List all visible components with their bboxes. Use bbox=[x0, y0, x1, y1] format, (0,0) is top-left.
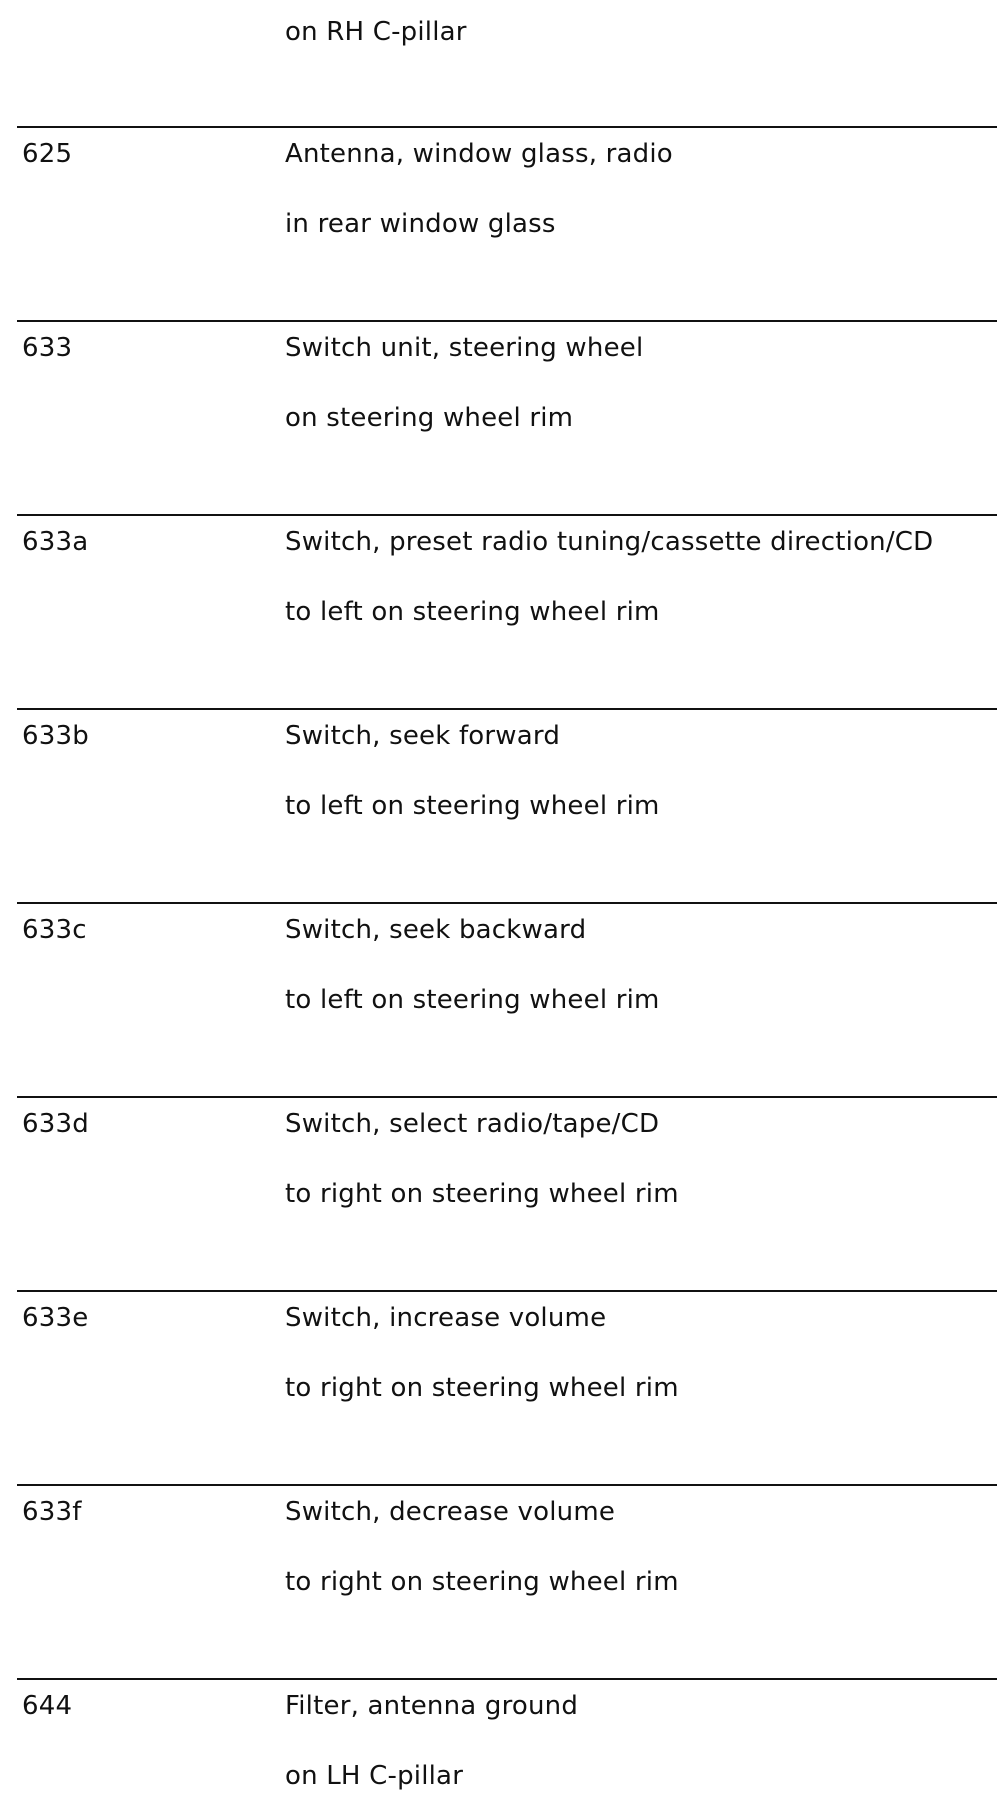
row-location: to right on steering wheel rim bbox=[285, 1373, 679, 1403]
row-location: in rear window glass bbox=[285, 209, 556, 239]
row-code: 633d bbox=[22, 1109, 89, 1139]
row-code: 625 bbox=[22, 139, 73, 169]
row-description: Antenna, window glass, radio bbox=[285, 139, 673, 169]
row-divider bbox=[17, 708, 997, 710]
row-description: Switch unit, steering wheel bbox=[285, 333, 644, 363]
continued-row-location: on RH C-pillar bbox=[285, 17, 467, 47]
row-description: Switch, decrease volume bbox=[285, 1497, 616, 1527]
row-divider bbox=[17, 1678, 997, 1680]
row-description: Switch, seek backward bbox=[285, 915, 587, 945]
row-divider bbox=[17, 902, 997, 904]
row-location: on steering wheel rim bbox=[285, 403, 574, 433]
row-description: Switch, select radio/tape/CD bbox=[285, 1109, 660, 1139]
row-code: 633a bbox=[22, 527, 89, 557]
row-location: to left on steering wheel rim bbox=[285, 597, 660, 627]
row-code: 633c bbox=[22, 915, 87, 945]
row-code: 633f bbox=[22, 1497, 82, 1527]
row-description: Switch, seek forward bbox=[285, 721, 561, 751]
row-code: 633b bbox=[22, 721, 89, 751]
row-divider bbox=[17, 320, 997, 322]
row-divider bbox=[17, 1096, 997, 1098]
row-location: to left on steering wheel rim bbox=[285, 791, 660, 821]
row-description: Switch, increase volume bbox=[285, 1303, 607, 1333]
row-description: Filter, antenna ground bbox=[285, 1691, 579, 1721]
row-code: 644 bbox=[22, 1691, 73, 1721]
row-description: Switch, preset radio tuning/cassette direction/CD bbox=[285, 527, 934, 557]
row-divider bbox=[17, 126, 997, 128]
row-location: to left on steering wheel rim bbox=[285, 985, 660, 1015]
row-divider bbox=[17, 1290, 997, 1292]
row-location: to right on steering wheel rim bbox=[285, 1179, 679, 1209]
row-location: to right on steering wheel rim bbox=[285, 1567, 679, 1597]
row-location: on LH C-pillar bbox=[285, 1761, 464, 1791]
row-code: 633 bbox=[22, 333, 73, 363]
row-divider bbox=[17, 1484, 997, 1486]
row-code: 633e bbox=[22, 1303, 89, 1333]
row-divider bbox=[17, 514, 997, 516]
